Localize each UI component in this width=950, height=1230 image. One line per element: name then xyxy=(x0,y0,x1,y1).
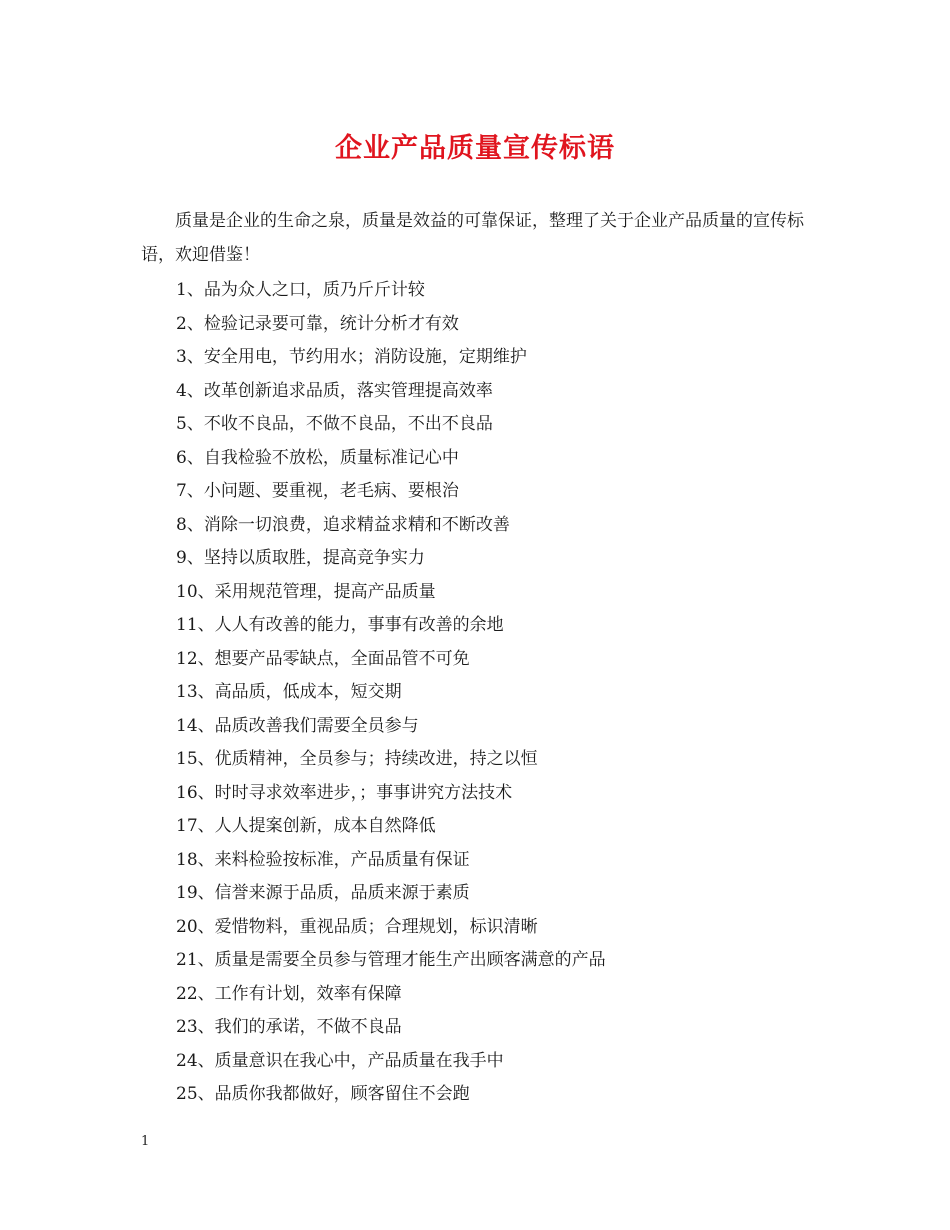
list-item: 18、来料检验按标准，产品质量有保证 xyxy=(176,849,470,870)
document-title: 企业产品质量宣传标语 xyxy=(335,133,615,164)
intro-paragraph: 质量是企业的生命之泉，质量是效益的可靠保证，整理了关于企业产品质量的宣传标语，欢迎借鉴！ xyxy=(141,211,804,265)
list-item: 15、优质精神，全员参与；持续改进，持之以恒 xyxy=(176,749,538,769)
list-item: 9、坚持以质取胜，提高竞争实力 xyxy=(176,548,425,568)
list-item: 7、小问题、要重视，老毛病、要根治 xyxy=(176,481,459,501)
list-item: 8、消除一切浪费，追求精益求精和不断改善 xyxy=(176,514,510,535)
list-item: 11、人人有改善的能力，事事有改善的余地 xyxy=(176,615,504,635)
list-item: 14、品质改善我们需要全员参与 xyxy=(176,715,419,736)
list-item: 20、爱惜物料，重视品质；合理规划，标识清晰 xyxy=(176,916,538,937)
list-item: 22、工作有计划，效率有保障 xyxy=(176,983,402,1004)
list-item: 10、采用规范管理，提高产品质量 xyxy=(176,581,436,602)
list-item: 13、高品质，低成本，短交期 xyxy=(176,682,402,702)
slogan-list xyxy=(176,274,816,1112)
list-item: 12、想要产品零缺点，全面品管不可免 xyxy=(176,648,470,669)
list-item: 5、不收不良品，不做不良品，不出不良品 xyxy=(176,414,493,434)
list-item: 4、改革创新追求品质，落实管理提高效率 xyxy=(176,380,493,401)
list-item: 19、信誉来源于品质，品质来源于素质 xyxy=(176,883,470,903)
list-item: 21、质量是需要全员参与管理才能生产出顾客满意的产品 xyxy=(176,950,606,970)
list-item: 17、人人提案创新，成本自然降低 xyxy=(176,816,436,836)
list-item: 3、安全用电，节约用水；消防设施，定期维护 xyxy=(176,347,527,367)
list-item: 24、质量意识在我心中，产品质量在我手中 xyxy=(176,1050,504,1071)
page-number: 1 xyxy=(141,1134,150,1149)
list-item: 16、时时寻求效率进步，；事事讲究方法技术 xyxy=(176,782,513,803)
list-item: 2、检验记录要可靠，统计分析才有效 xyxy=(176,313,459,334)
list-item: 6、自我检验不放松，质量标准记心中 xyxy=(176,447,459,468)
list-item: 23、我们的承诺，不做不良品 xyxy=(176,1017,402,1037)
list-item: 25、品质你我都做好，顾客留住不会跑 xyxy=(176,1084,470,1104)
list-item: 1、品为众人之口，质乃斤斤计较 xyxy=(176,280,425,300)
